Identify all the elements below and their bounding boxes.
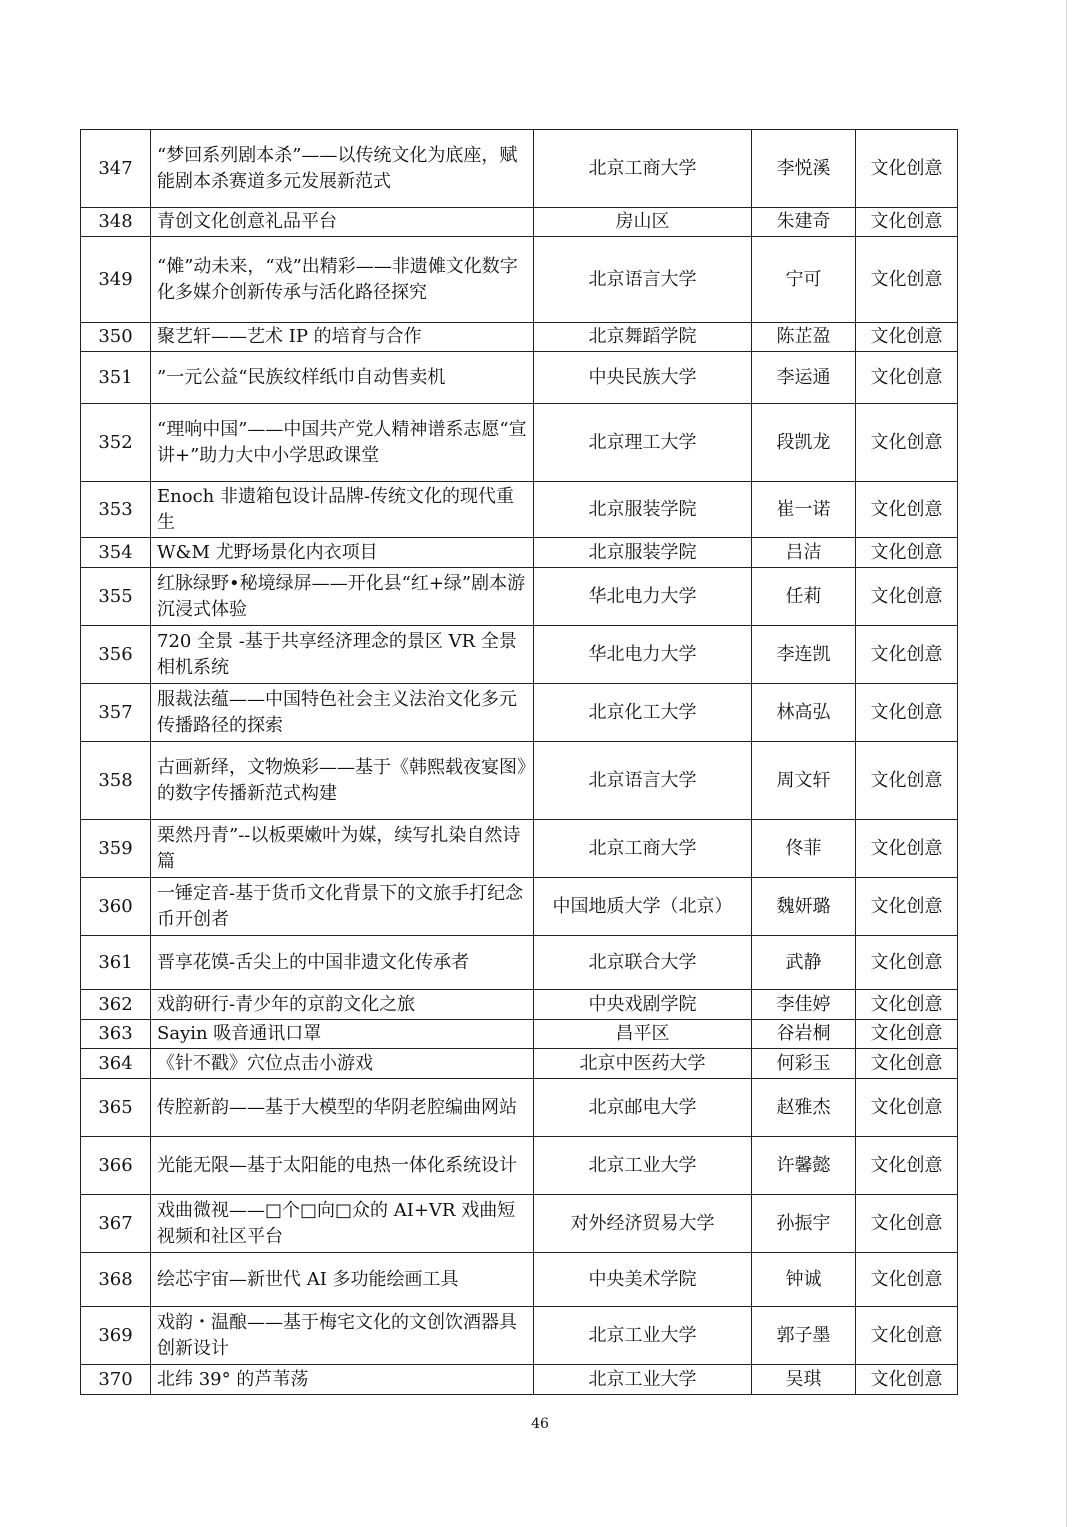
leader-name: 佟菲 — [752, 820, 856, 878]
leader-name: 何彩玉 — [752, 1049, 856, 1079]
table-row — [81, 482, 958, 538]
category: 文化创意 — [856, 1137, 958, 1195]
leader-name: 宁可 — [752, 237, 856, 323]
row-number: 348 — [81, 208, 151, 237]
unit-name: 房山区 — [534, 208, 752, 237]
project-name: 一锤定音-基于货币文化背景下的文旅手打纪念币开创者 — [151, 878, 534, 936]
project-name: 戏韵研行-青少年的京韵文化之旅 — [151, 990, 534, 1020]
project-name: 传腔新韵——基于大模型的华阴老腔编曲网站 — [151, 1079, 534, 1137]
category: 文化创意 — [856, 1020, 958, 1049]
category: 文化创意 — [856, 404, 958, 482]
table-row — [81, 820, 958, 878]
project-name: “理响中国”——中国共产党人精神谱系志愿“宣讲+”助力大中小学思政课堂 — [151, 404, 534, 482]
unit-name: 中央戏剧学院 — [534, 990, 752, 1020]
project-name: 服裁法蕴——中国特色社会主义法治文化多元传播路径的探索 — [151, 684, 534, 742]
project-name: 绘芯宇宙—新世代 AI 多功能绘画工具 — [151, 1253, 534, 1307]
row-number: 364 — [81, 1049, 151, 1079]
project-name: ”一元公益“民族纹样纸巾自动售卖机 — [151, 352, 534, 404]
row-number: 358 — [81, 742, 151, 820]
table-row — [81, 130, 958, 208]
category: 文化创意 — [856, 990, 958, 1020]
project-name: “傩”动未来，“戏”出精彩——非遗傩文化数字化多媒介创新传承与活化路径探究 — [151, 237, 534, 323]
row-number: 352 — [81, 404, 151, 482]
table-row — [81, 538, 958, 568]
row-number: 350 — [81, 323, 151, 352]
table-row — [81, 878, 958, 936]
row-number: 366 — [81, 1137, 151, 1195]
table-row — [81, 742, 958, 820]
unit-name: 北京中医药大学 — [534, 1049, 752, 1079]
unit-name: 北京邮电大学 — [534, 1079, 752, 1137]
unit-name: 昌平区 — [534, 1020, 752, 1049]
table-row — [81, 1079, 958, 1137]
category: 文化创意 — [856, 237, 958, 323]
leader-name: 赵雅杰 — [752, 1079, 856, 1137]
table-row — [81, 1049, 958, 1079]
table-row — [81, 626, 958, 684]
unit-name: 中央美术学院 — [534, 1253, 752, 1307]
leader-name: 谷岩桐 — [752, 1020, 856, 1049]
row-number: 355 — [81, 568, 151, 626]
project-name: 北纬 39° 的芦苇荡 — [151, 1365, 534, 1395]
unit-name: 北京语言大学 — [534, 742, 752, 820]
leader-name: 李连凯 — [752, 626, 856, 684]
project-name: 青创文化创意礼品平台 — [151, 208, 534, 237]
project-table — [80, 129, 958, 1395]
category: 文化创意 — [856, 482, 958, 538]
project-name: 红脉绿野•秘境绿屏——开化县“红+绿”剧本游沉浸式体验 — [151, 568, 534, 626]
unit-name: 北京语言大学 — [534, 237, 752, 323]
category: 文化创意 — [856, 323, 958, 352]
row-number: 363 — [81, 1020, 151, 1049]
table-row — [81, 1253, 958, 1307]
table-row — [81, 208, 958, 237]
leader-name: 陈芷盈 — [752, 323, 856, 352]
category: 文化创意 — [856, 352, 958, 404]
unit-name: 中央民族大学 — [534, 352, 752, 404]
category: 文化创意 — [856, 742, 958, 820]
unit-name: 对外经济贸易大学 — [534, 1195, 752, 1253]
row-number: 349 — [81, 237, 151, 323]
table-row — [81, 404, 958, 482]
row-number: 370 — [81, 1365, 151, 1395]
unit-name: 华北电力大学 — [534, 568, 752, 626]
leader-name: 朱建奇 — [752, 208, 856, 237]
leader-name: 周文轩 — [752, 742, 856, 820]
category: 文化创意 — [856, 1049, 958, 1079]
category: 文化创意 — [856, 1079, 958, 1137]
row-number: 359 — [81, 820, 151, 878]
table-row — [81, 1020, 958, 1049]
project-name: 戏曲微视——□个□向□众的 AI+VR 戏曲短视频和社区平台 — [151, 1195, 534, 1253]
table-row — [81, 237, 958, 323]
project-name: 戏韵・温酿——基于梅宅文化的文创饮酒器具创新设计 — [151, 1307, 534, 1365]
category: 文化创意 — [856, 684, 958, 742]
unit-name: 华北电力大学 — [534, 626, 752, 684]
leader-name: 任莉 — [752, 568, 856, 626]
category: 文化创意 — [856, 568, 958, 626]
project-name: 720 全景 -基于共享经济理念的景区 VR 全景相机系统 — [151, 626, 534, 684]
leader-name: 武静 — [752, 936, 856, 990]
leader-name: 郭子墨 — [752, 1307, 856, 1365]
unit-name: 北京理工大学 — [534, 404, 752, 482]
table-row — [81, 1137, 958, 1195]
row-number: 354 — [81, 538, 151, 568]
unit-name: 北京舞蹈学院 — [534, 323, 752, 352]
category: 文化创意 — [856, 1195, 958, 1253]
leader-name: 段凯龙 — [752, 404, 856, 482]
category: 文化创意 — [856, 538, 958, 568]
row-number: 369 — [81, 1307, 151, 1365]
leader-name: 吴琪 — [752, 1365, 856, 1395]
project-name: Sayin 吸音通讯口罩 — [151, 1020, 534, 1049]
leader-name: 钟诚 — [752, 1253, 856, 1307]
leader-name: 吕洁 — [752, 538, 856, 568]
row-number: 347 — [81, 130, 151, 208]
category: 文化创意 — [856, 1307, 958, 1365]
table-row — [81, 1365, 958, 1395]
table-row — [81, 1195, 958, 1253]
category: 文化创意 — [856, 1253, 958, 1307]
unit-name: 北京工业大学 — [534, 1365, 752, 1395]
project-name: 光能无限—基于太阳能的电热一体化系统设计 — [151, 1137, 534, 1195]
project-name: 栗然丹青”--以板栗嫩叶为媒，续写扎染自然诗篇 — [151, 820, 534, 878]
leader-name: 许馨懿 — [752, 1137, 856, 1195]
leader-name: 林高弘 — [752, 684, 856, 742]
unit-name: 北京化工大学 — [534, 684, 752, 742]
leader-name: 李悦溪 — [752, 130, 856, 208]
leader-name: 李运通 — [752, 352, 856, 404]
table-row — [81, 568, 958, 626]
unit-name: 北京服装学院 — [534, 482, 752, 538]
project-name: 《针不戳》穴位点击小游戏 — [151, 1049, 534, 1079]
unit-name: 北京工业大学 — [534, 1307, 752, 1365]
category: 文化创意 — [856, 936, 958, 990]
project-name: “梦回系列剧本杀”——以传统文化为底座，赋能剧本杀赛道多元发展新范式 — [151, 130, 534, 208]
project-name: 聚艺轩——艺术 IP 的培育与合作 — [151, 323, 534, 352]
row-number: 362 — [81, 990, 151, 1020]
table-row — [81, 684, 958, 742]
category: 文化创意 — [856, 626, 958, 684]
unit-name: 中国地质大学（北京） — [534, 878, 752, 936]
project-name: W&M 尤野场景化内衣项目 — [151, 538, 534, 568]
leader-name: 李佳婷 — [752, 990, 856, 1020]
row-number: 368 — [81, 1253, 151, 1307]
page-number: 46 — [531, 1416, 549, 1432]
unit-name: 北京联合大学 — [534, 936, 752, 990]
row-number: 360 — [81, 878, 151, 936]
table-row — [81, 352, 958, 404]
row-number: 367 — [81, 1195, 151, 1253]
table-row — [81, 936, 958, 990]
row-number: 365 — [81, 1079, 151, 1137]
project-name: 晋享花馍-舌尖上的中国非遗文化传承者 — [151, 936, 534, 990]
table-row — [81, 323, 958, 352]
table-row — [81, 990, 958, 1020]
unit-name: 北京工商大学 — [534, 820, 752, 878]
unit-name: 北京工商大学 — [534, 130, 752, 208]
row-number: 353 — [81, 482, 151, 538]
category: 文化创意 — [856, 878, 958, 936]
row-number: 356 — [81, 626, 151, 684]
unit-name: 北京服装学院 — [534, 538, 752, 568]
category: 文化创意 — [856, 208, 958, 237]
leader-name: 魏妍璐 — [752, 878, 856, 936]
row-number: 357 — [81, 684, 151, 742]
row-number: 351 — [81, 352, 151, 404]
leader-name: 崔一诺 — [752, 482, 856, 538]
category: 文化创意 — [856, 130, 958, 208]
row-number: 361 — [81, 936, 151, 990]
unit-name: 北京工业大学 — [534, 1137, 752, 1195]
project-name: Enoch 非遗箱包设计品牌-传统文化的现代重生 — [151, 482, 534, 538]
category: 文化创意 — [856, 820, 958, 878]
project-table-body — [81, 130, 958, 1395]
page-edge-shadow — [1066, 0, 1067, 1527]
table-row — [81, 1307, 958, 1365]
category: 文化创意 — [856, 1365, 958, 1395]
leader-name: 孙振宇 — [752, 1195, 856, 1253]
project-name: 古画新绎，文物焕彩——基于《韩熙载夜宴图》的数字传播新范式构建 — [151, 742, 534, 820]
